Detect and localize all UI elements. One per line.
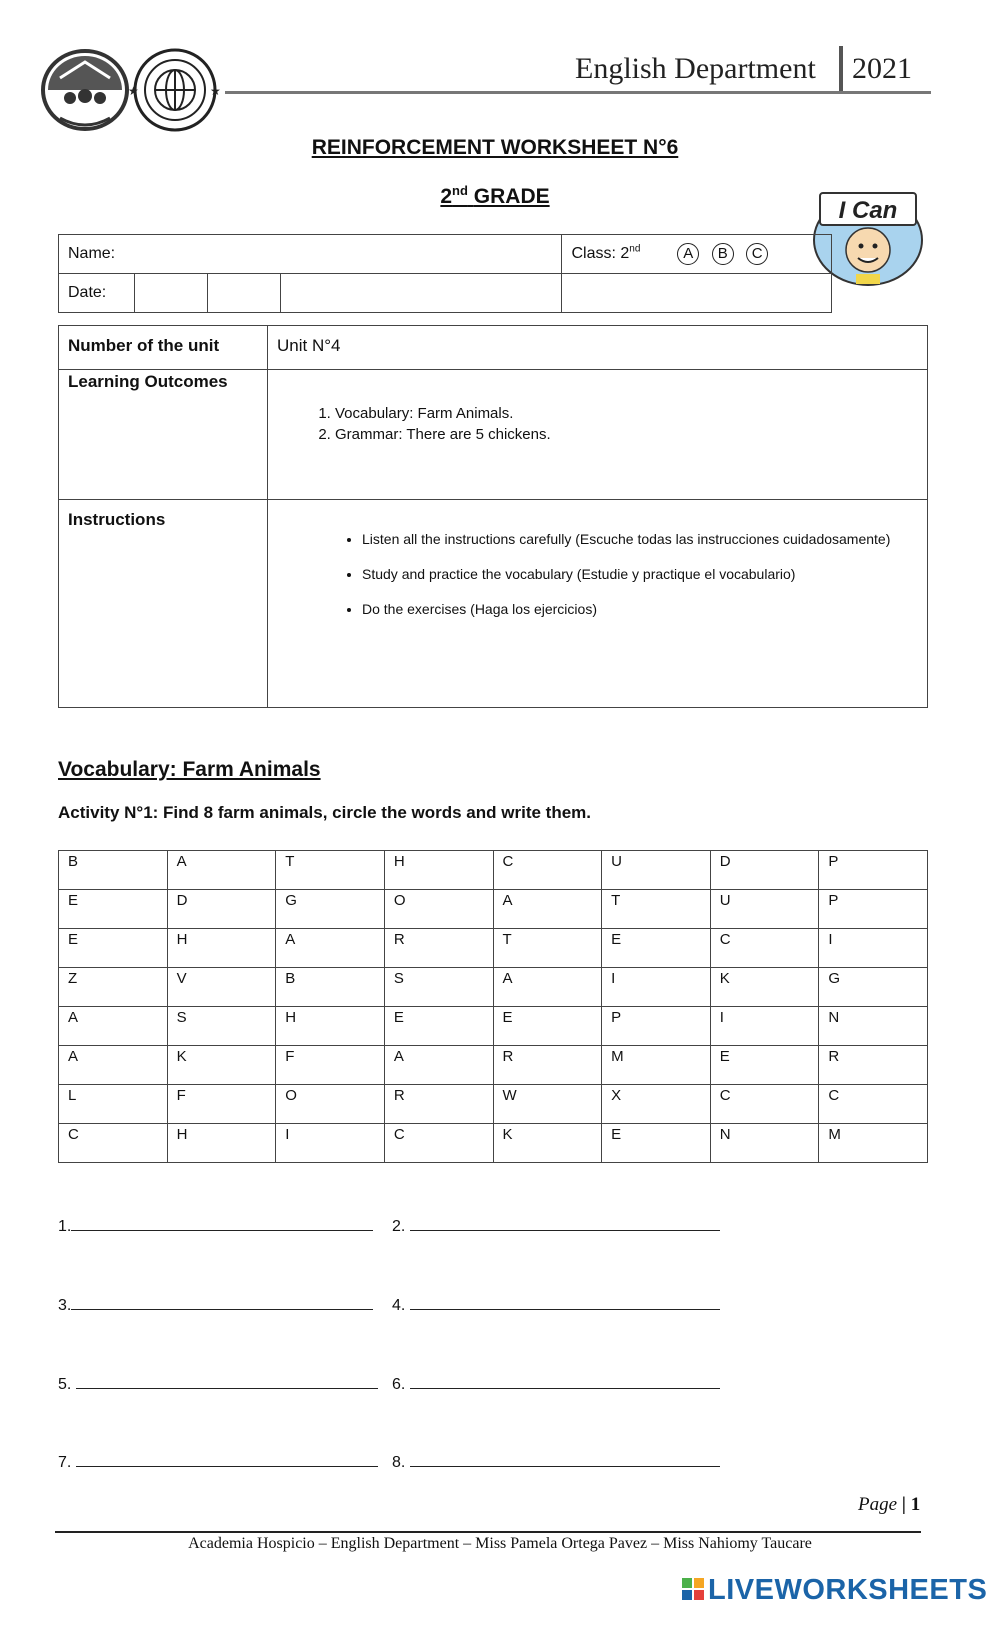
grid-letter[interactable]: C	[384, 1124, 493, 1163]
grid-letter[interactable]: R	[384, 1085, 493, 1124]
grid-letter[interactable]: P	[819, 851, 928, 890]
activity-heading: Activity N°1: Find 8 farm animals, circle the words and write them.	[58, 803, 591, 822]
outcomes-label: Learning Outcomes	[59, 370, 268, 500]
grid-letter[interactable]: K	[167, 1046, 276, 1085]
grid-letter[interactable]: T	[602, 890, 711, 929]
grid-letter[interactable]: F	[167, 1085, 276, 1124]
grid-letter[interactable]: P	[602, 1007, 711, 1046]
grid-letter[interactable]: B	[276, 968, 385, 1007]
grid-letter[interactable]: N	[819, 1007, 928, 1046]
grid-letter[interactable]: N	[710, 1124, 819, 1163]
grid-letter[interactable]: K	[493, 1124, 602, 1163]
unit-label: Number of the unit	[59, 326, 268, 370]
i-can-text: I Can	[838, 197, 898, 224]
class-option-a[interactable]: A	[677, 243, 699, 265]
footer-rule	[55, 1531, 921, 1533]
grid-letter[interactable]: E	[384, 1007, 493, 1046]
grid-letter[interactable]: P	[819, 890, 928, 929]
grid-letter[interactable]: E	[59, 929, 168, 968]
grid-row	[59, 929, 928, 968]
grid-letter[interactable]: A	[276, 929, 385, 968]
answer-2[interactable]: 2.	[392, 1216, 720, 1236]
instructions-label: Instructions	[59, 500, 268, 708]
answer-7[interactable]: 7.	[58, 1452, 378, 1472]
grid-letter[interactable]: C	[710, 929, 819, 968]
worksheet-title: REINFORCEMENT WORKSHEET N°6	[311, 136, 679, 159]
empty-cell	[562, 274, 832, 313]
grid-letter[interactable]: E	[602, 929, 711, 968]
student-info-table	[58, 234, 832, 313]
grid-letter[interactable]: X	[602, 1085, 711, 1124]
school-logo	[40, 48, 130, 132]
grid-letter[interactable]: C	[59, 1124, 168, 1163]
grid-letter[interactable]: D	[167, 890, 276, 929]
answer-1[interactable]: 1.	[58, 1216, 373, 1236]
grid-letter[interactable]: F	[276, 1046, 385, 1085]
grid-letter[interactable]: H	[167, 929, 276, 968]
grid-letter[interactable]: L	[59, 1085, 168, 1124]
grid-letter[interactable]: A	[167, 851, 276, 890]
grid-letter[interactable]: C	[493, 851, 602, 890]
answer-6[interactable]: 6.	[392, 1374, 720, 1394]
liveworksheets-watermark: LIVEWORKSHEETS	[682, 1574, 987, 1607]
class-option-b[interactable]: B	[712, 243, 734, 265]
grid-row	[59, 968, 928, 1007]
grid-letter[interactable]: R	[493, 1046, 602, 1085]
grid-letter[interactable]: T	[276, 851, 385, 890]
footer-text: Academia Hospicio – English Department – Miss Pamela Ortega Pavez – Miss Nahiomy Taucare	[188, 1535, 812, 1552]
grid-letter[interactable]: H	[167, 1124, 276, 1163]
grid-letter[interactable]: K	[710, 968, 819, 1007]
grid-letter[interactable]: W	[493, 1085, 602, 1124]
grid-letter[interactable]: V	[167, 968, 276, 1007]
class-label: Class: 2	[571, 245, 630, 262]
grid-letter[interactable]: A	[493, 890, 602, 929]
instruction-item: • Study and practice the vocabulary (Estudie y practique el vocabulario)	[362, 566, 926, 582]
worksheet-grade: 2nd GRADE	[440, 183, 550, 208]
date-month-field[interactable]	[207, 274, 280, 313]
grid-letter[interactable]: B	[59, 851, 168, 890]
grid-letter[interactable]: R	[384, 929, 493, 968]
grid-letter[interactable]: E	[602, 1124, 711, 1163]
grid-letter[interactable]: U	[710, 890, 819, 929]
page-number: Page | 1	[858, 1494, 921, 1515]
grid-letter[interactable]: A	[59, 1046, 168, 1085]
instructions-cell	[268, 500, 928, 708]
class-field: Class: 2nd A B C	[562, 235, 832, 274]
grid-letter[interactable]: G	[276, 890, 385, 929]
word-search-grid	[58, 850, 928, 1163]
outcomes-list	[269, 403, 926, 445]
grid-letter[interactable]: I	[819, 929, 928, 968]
grid-row	[59, 851, 928, 890]
unit-table	[58, 325, 928, 708]
header-separator	[839, 46, 843, 92]
grid-row	[59, 890, 928, 929]
grid-letter[interactable]: E	[710, 1046, 819, 1085]
grid-letter[interactable]: A	[493, 968, 602, 1007]
grid-letter[interactable]: S	[384, 968, 493, 1007]
grid-letter[interactable]: H	[384, 851, 493, 890]
grid-letter[interactable]: M	[819, 1124, 928, 1163]
grid-letter[interactable]: T	[493, 929, 602, 968]
grid-letter[interactable]: I	[276, 1124, 385, 1163]
grid-letter[interactable]: E	[59, 890, 168, 929]
grid-letter[interactable]: U	[602, 851, 711, 890]
grid-letter[interactable]: D	[710, 851, 819, 890]
grid-letter[interactable]: C	[710, 1085, 819, 1124]
header-rule	[225, 91, 931, 94]
answer-8[interactable]: 8.	[392, 1452, 720, 1472]
date-label: Date:	[68, 284, 107, 301]
date-day-field[interactable]	[134, 274, 207, 313]
answer-4[interactable]: 4.	[392, 1295, 720, 1315]
grid-letter[interactable]: I	[602, 968, 711, 1007]
name-label: Name:	[68, 245, 116, 262]
date-year-field[interactable]	[280, 274, 562, 313]
liveworksheets-logo-icon	[682, 1578, 704, 1600]
grid-letter[interactable]: I	[710, 1007, 819, 1046]
header-department: English Department	[575, 52, 816, 85]
instructions-list	[269, 531, 926, 617]
grid-letter[interactable]: A	[59, 1007, 168, 1046]
grid-letter[interactable]: C	[819, 1085, 928, 1124]
unit-value: Unit N°4	[268, 326, 928, 370]
grid-letter[interactable]: R	[819, 1046, 928, 1085]
grid-row	[59, 1124, 928, 1163]
date-label-cell	[59, 274, 135, 313]
instruction-item: • Do the exercises (Haga los ejercicios)	[362, 601, 926, 617]
grid-letter[interactable]: M	[602, 1046, 711, 1085]
grid-letter[interactable]: E	[493, 1007, 602, 1046]
header-year: 2021	[852, 52, 912, 85]
grid-letter[interactable]: G	[819, 968, 928, 1007]
name-field[interactable]	[59, 235, 562, 274]
grid-letter[interactable]: O	[276, 1085, 385, 1124]
grid-letter[interactable]: Z	[59, 968, 168, 1007]
answer-5[interactable]: 5.	[58, 1374, 378, 1394]
grid-row	[59, 1046, 928, 1085]
svg-text:★: ★	[128, 84, 139, 98]
grid-letter[interactable]: S	[167, 1007, 276, 1046]
grid-letter[interactable]: A	[384, 1046, 493, 1085]
grid-row	[59, 1085, 928, 1124]
answer-3[interactable]: 3.	[58, 1295, 373, 1315]
grid-letter[interactable]: H	[276, 1007, 385, 1046]
outcomes-cell	[268, 370, 928, 500]
class-option-c[interactable]: C	[746, 243, 768, 265]
instruction-item: • Listen all the instructions carefully (Escuche todas las instrucciones cuidadosamente)	[362, 531, 926, 547]
svg-text:★: ★	[210, 84, 221, 98]
vocabulary-heading: Vocabulary: Farm Animals	[58, 758, 321, 781]
grid-row	[59, 1007, 928, 1046]
outcome-item: 2. Grammar: There are 5 chickens.	[335, 424, 926, 445]
outcome-item: 1. Vocabulary: Farm Animals.	[335, 403, 926, 424]
english-department-logo	[125, 45, 225, 135]
grid-letter[interactable]: O	[384, 890, 493, 929]
